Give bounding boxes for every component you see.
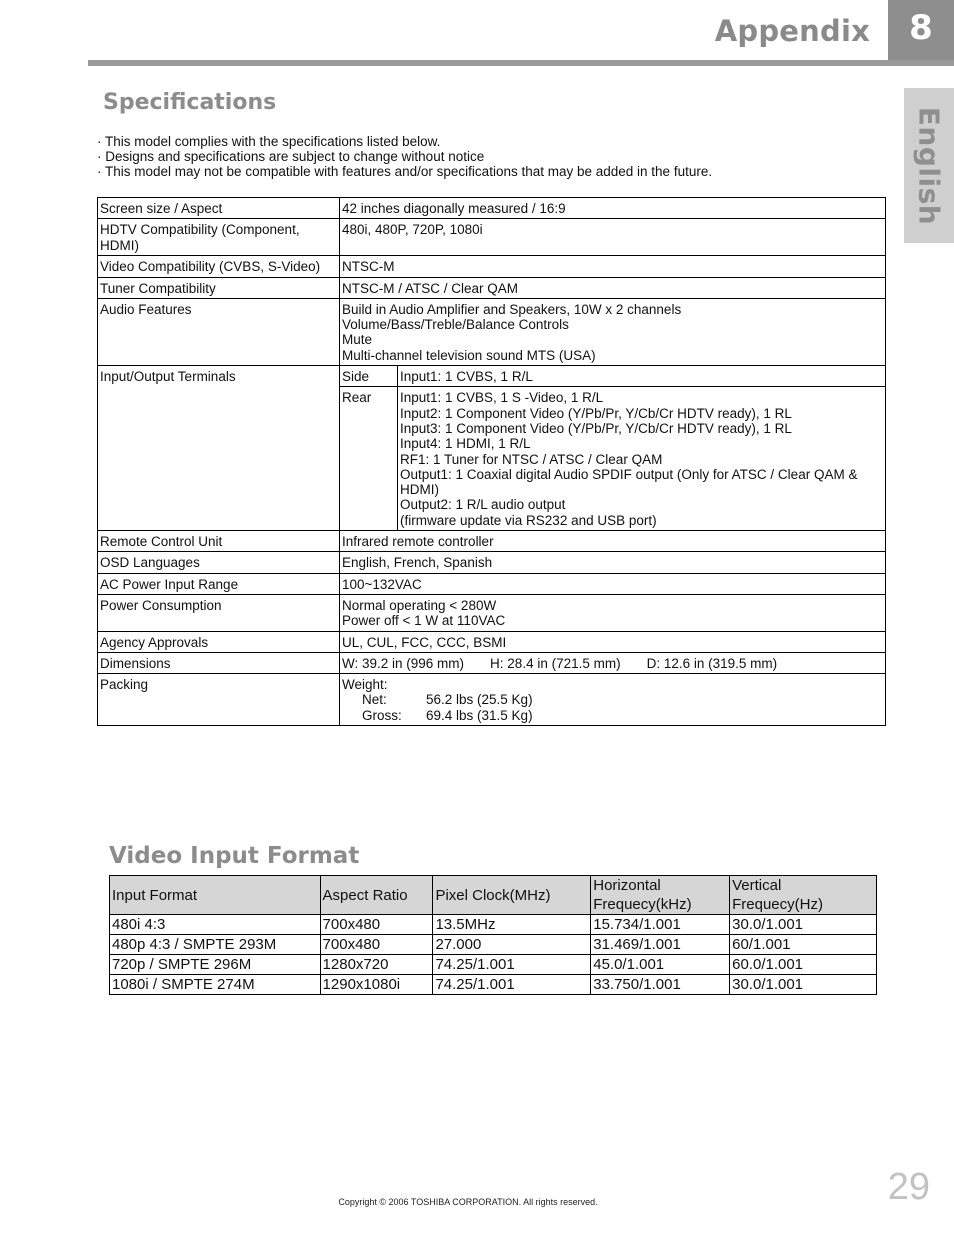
spec-label: OSD Languages bbox=[98, 552, 340, 573]
spec-note: · Designs and specifications are subject to change without notice bbox=[97, 149, 485, 164]
copyright-notice: Copyright © 2006 TOSHIBA CORPORATION. All rights reserved. bbox=[338, 1197, 598, 1207]
spec-line: Input3: 1 Component Video (Y/Pb/Pr, Y/Cb/Cr HDTV ready), 1 RL bbox=[400, 420, 792, 436]
table-cell: 74.25/1.001 bbox=[433, 975, 591, 995]
table-cell: 1290x1080i bbox=[320, 975, 433, 995]
spec-row-tuner bbox=[98, 277, 886, 298]
video-input-format-heading: Video Input Format bbox=[109, 843, 360, 869]
spec-line: Input4: 1 HDMI, 1 R/L bbox=[400, 436, 531, 452]
vif-header-horizontal bbox=[591, 876, 730, 915]
language-tab bbox=[904, 88, 954, 243]
spec-row-remote bbox=[98, 531, 886, 552]
spec-line: Normal operating < 280W bbox=[342, 597, 497, 613]
spec-row-audio bbox=[98, 298, 886, 365]
spec-line: Volume/Bass/Treble/Balance Controls bbox=[342, 317, 569, 333]
spec-label: Tuner Compatibility bbox=[98, 277, 340, 298]
spec-row-osd bbox=[98, 552, 886, 573]
table-cell: 480p 4:3 / SMPTE 293M bbox=[110, 935, 321, 955]
vif-header-row bbox=[110, 876, 877, 915]
table-row bbox=[110, 955, 877, 975]
vif-header-vertical bbox=[730, 876, 877, 915]
spec-value: Infrared remote controller bbox=[340, 531, 886, 552]
vif-header-line: Frequecy(Hz) bbox=[732, 896, 823, 913]
spec-note: · This model may not be compatible with features and/or specifications that may be added in the future. bbox=[97, 164, 713, 179]
net-label: Net: bbox=[362, 692, 387, 708]
spec-value bbox=[340, 594, 886, 631]
spec-label: Agency Approvals bbox=[98, 631, 340, 652]
weight-gross bbox=[342, 708, 883, 723]
weight-net bbox=[342, 692, 883, 707]
table-cell: 700x480 bbox=[320, 935, 433, 955]
table-cell: 700x480 bbox=[320, 915, 433, 935]
spec-row-ac bbox=[98, 573, 886, 594]
table-row bbox=[110, 915, 877, 935]
spec-line: Power off < 1 W at 110VAC bbox=[342, 613, 506, 629]
spec-line: Multi-channel television sound MTS (USA) bbox=[342, 347, 596, 363]
spec-label: Power Consumption bbox=[98, 594, 340, 631]
dimension-depth: D: 12.6 in (319.5 mm) bbox=[646, 655, 778, 671]
spec-row-power bbox=[98, 594, 886, 631]
spec-note: · This model complies with the specifications listed below. bbox=[97, 134, 441, 149]
spec-label: Remote Control Unit bbox=[98, 531, 340, 552]
dimension-height: H: 28.4 in (721.5 mm) bbox=[490, 655, 621, 671]
table-row bbox=[110, 935, 877, 955]
table-cell: 720p / SMPTE 296M bbox=[110, 955, 321, 975]
spec-label: Screen size / Aspect bbox=[98, 198, 340, 219]
vif-header-line: Horizontal bbox=[593, 877, 661, 894]
vif-header-aspect: Aspect Ratio bbox=[320, 876, 433, 915]
table-row bbox=[110, 975, 877, 995]
io-rear-value bbox=[398, 387, 886, 531]
table-cell: 33.750/1.001 bbox=[591, 975, 730, 995]
language-tab-label: English bbox=[912, 106, 946, 225]
spec-value: NTSC-M / ATSC / Clear QAM bbox=[340, 277, 886, 298]
table-cell: 1080i / SMPTE 274M bbox=[110, 975, 321, 995]
spec-line: Output1: 1 Coaxial digital Audio SPDIF output (Only for ATSC / Clear QAM & HDMI) bbox=[400, 466, 858, 498]
table-cell: 30.0/1.001 bbox=[730, 915, 877, 935]
spec-label: Input/Output Terminals bbox=[98, 366, 340, 531]
spec-line: Output2: 1 R/L audio output bbox=[400, 497, 566, 513]
specifications-table bbox=[97, 197, 886, 726]
weight-label: Weight: bbox=[342, 677, 388, 693]
spec-line: Input1: 1 CVBS, 1 S -Video, 1 R/L bbox=[400, 390, 604, 406]
io-rear-label: Rear bbox=[340, 387, 398, 531]
table-cell: 30.0/1.001 bbox=[730, 975, 877, 995]
vif-header-clock: Pixel Clock(MHz) bbox=[433, 876, 591, 915]
table-cell: 27.000 bbox=[433, 935, 591, 955]
chapter-number-box bbox=[888, 0, 954, 62]
chapter-title: Appendix bbox=[714, 14, 870, 48]
io-side-label: Side bbox=[340, 366, 398, 387]
table-cell: 13.5MHz bbox=[433, 915, 591, 935]
video-input-format-table bbox=[109, 875, 877, 995]
spec-row-hdtv bbox=[98, 219, 886, 256]
table-cell: 60.0/1.001 bbox=[730, 955, 877, 975]
spec-row-video bbox=[98, 256, 886, 277]
spec-row-dimensions bbox=[98, 652, 886, 673]
spec-value: 100~132VAC bbox=[340, 573, 886, 594]
spec-value bbox=[340, 652, 886, 673]
dimension-width: W: 39.2 in (996 mm) bbox=[342, 655, 465, 671]
gross-value: 69.4 lbs (31.5 Kg) bbox=[426, 707, 533, 723]
spec-label: AC Power Input Range bbox=[98, 573, 340, 594]
spec-label: Audio Features bbox=[98, 298, 340, 365]
net-value: 56.2 lbs (25.5 Kg) bbox=[426, 692, 533, 708]
spec-label: Video Compatibility (CVBS, S-Video) bbox=[98, 256, 340, 277]
header-rule bbox=[88, 60, 954, 66]
spec-row-agency bbox=[98, 631, 886, 652]
spec-value: 42 inches diagonally measured / 16:9 bbox=[340, 198, 886, 219]
table-cell: 74.25/1.001 bbox=[433, 955, 591, 975]
spec-line: Input2: 1 Component Video (Y/Pb/Pr, Y/Cb/Cr HDTV ready), 1 RL bbox=[400, 405, 792, 421]
spec-value: UL, CUL, FCC, CCC, BSMI bbox=[340, 631, 886, 652]
vif-header-line: Vertical bbox=[732, 877, 782, 894]
spec-line: (firmware update via RS232 and USB port) bbox=[400, 512, 657, 528]
spec-label: HDTV Compatibility (Component, HDMI) bbox=[98, 219, 340, 256]
specifications-heading: Specifications bbox=[103, 90, 277, 115]
spec-notes bbox=[97, 134, 712, 179]
vif-header-format: Input Format bbox=[110, 876, 321, 915]
spec-value: 480i, 480P, 720P, 1080i bbox=[340, 219, 886, 256]
spec-line: Build in Audio Amplifier and Speakers, 10W x 2 channels bbox=[342, 301, 682, 317]
spec-line: Mute bbox=[342, 332, 373, 348]
spec-value bbox=[340, 298, 886, 365]
chapter-number: 8 bbox=[909, 8, 933, 48]
spec-value: English, French, Spanish bbox=[340, 552, 886, 573]
table-cell: 15.734/1.001 bbox=[591, 915, 730, 935]
table-cell: 1280x720 bbox=[320, 955, 433, 975]
page-number: 29 bbox=[887, 1166, 930, 1208]
spec-row-io-side bbox=[98, 366, 886, 387]
table-cell: 60/1.001 bbox=[730, 935, 877, 955]
table-cell: 480i 4:3 bbox=[110, 915, 321, 935]
spec-line: RF1: 1 Tuner for NTSC / ATSC / Clear QAM bbox=[400, 451, 663, 467]
gross-label: Gross: bbox=[362, 707, 402, 723]
table-cell: 45.0/1.001 bbox=[591, 955, 730, 975]
spec-value bbox=[340, 674, 886, 726]
spec-row-screen bbox=[98, 198, 886, 219]
vif-header-line: Frequecy(kHz) bbox=[593, 896, 692, 913]
spec-row-packing bbox=[98, 674, 886, 726]
spec-label: Dimensions bbox=[98, 652, 340, 673]
io-side-value: Input1: 1 CVBS, 1 R/L bbox=[398, 366, 886, 387]
table-cell: 31.469/1.001 bbox=[591, 935, 730, 955]
spec-value: NTSC-M bbox=[340, 256, 886, 277]
spec-label: Packing bbox=[98, 674, 340, 726]
